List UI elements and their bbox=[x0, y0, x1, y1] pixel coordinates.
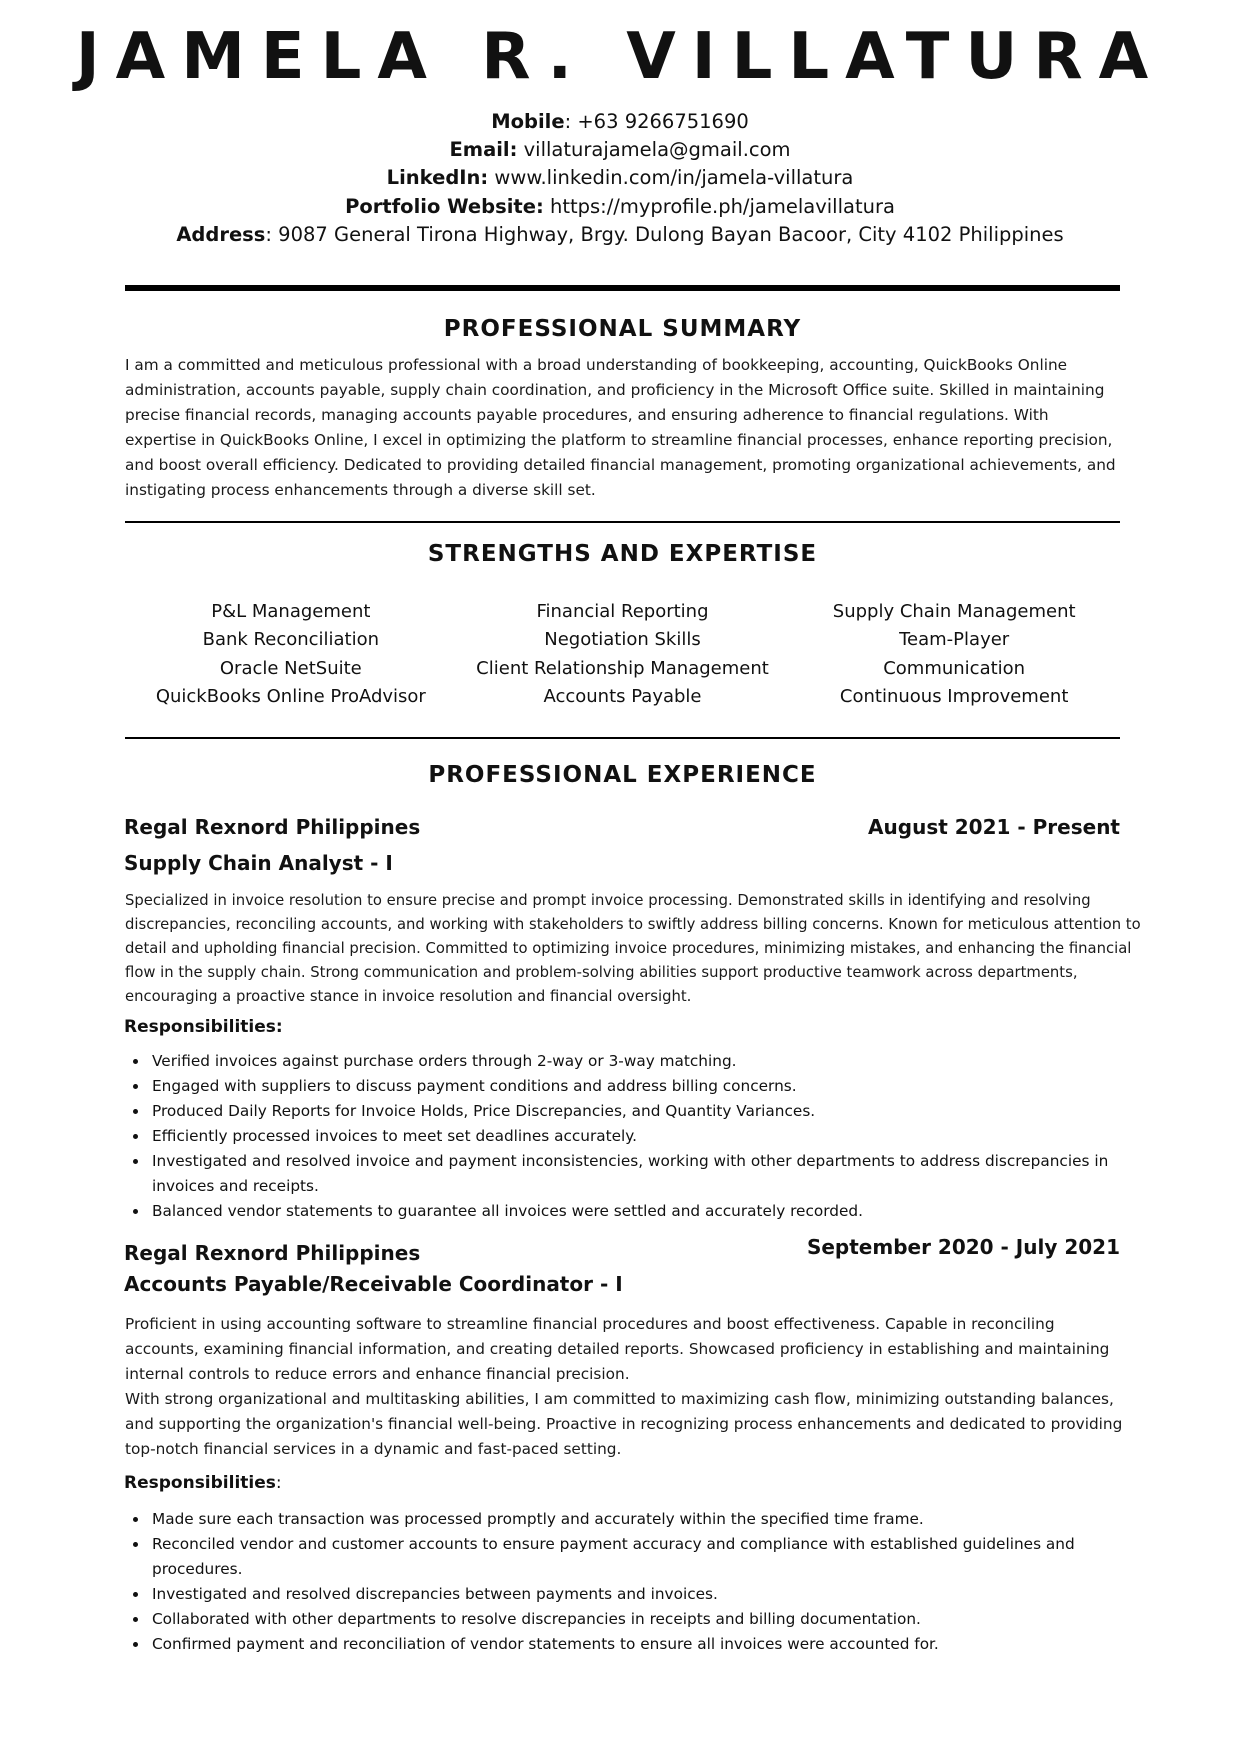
summary-text: I am a committed and meticulous professional with a broad understanding of bookkeeping, accounting, QuickBooks Online administration, accounts payable, supply chain coordination, and proficiency in the Microsoft Office suite. Skilled in maintaining precise financial records, managing accounts payable procedures, and ensuring adherence to financial regulations. With expertise in QuickBooks Online, I excel in optimizing the platform to streamline financial processes, enhance reporting precision, and boost overall efficiency. Dedicated to providing detailed financial management, promoting organizational achievements, and instigating process enhancements through a diverse skill set. bbox=[125, 356, 1116, 499]
skill-item: Oracle NetSuite bbox=[219, 657, 362, 679]
contact-label: Address bbox=[176, 222, 266, 246]
strengths-column bbox=[457, 598, 789, 712]
skill-item: Bank Reconciliation bbox=[202, 629, 380, 651]
job-title: Supply Chain Analyst - I bbox=[124, 851, 393, 875]
skill-item: Financial Reporting bbox=[536, 601, 709, 622]
contact-value: : +63 9266751690 bbox=[564, 110, 749, 133]
contact-label: LinkedIn: bbox=[386, 166, 489, 190]
responsibility-item: Investigated and resolved discrepancies between payments and invoices. bbox=[152, 1582, 1152, 1607]
job-company: Regal Rexnord Philippines bbox=[124, 1241, 421, 1265]
job-description: Proficient in using accounting software to streamline financial procedures and boost effectiveness. Capable in reconciling accounts, examining financial information, and creating detailed reports. Showcased proficiency in establishing and maintaining internal controls to reduce errors and enhance financial precision. bbox=[125, 1315, 1110, 1383]
strengths-grid bbox=[125, 598, 1120, 712]
strengths-column bbox=[125, 598, 457, 712]
contact-label: Mobile bbox=[491, 110, 565, 133]
contact-address bbox=[0, 221, 1240, 249]
summary-heading: PROFESSIONAL SUMMARY bbox=[443, 316, 802, 342]
responsibility-item: Verified invoices against purchase orders through 2-way or 3-way matching. bbox=[152, 1049, 1152, 1074]
responsibilities-label-text: Responsibilities: bbox=[124, 1017, 283, 1037]
contact-label: Email: bbox=[449, 138, 518, 162]
skill-item: Communication bbox=[883, 657, 1026, 679]
job-dates: August 2021 - Present bbox=[868, 815, 1120, 839]
skill-item: Team-Player bbox=[899, 629, 1010, 651]
responsibilities-colon: : bbox=[275, 1473, 282, 1493]
responsibilities-list bbox=[124, 1507, 1152, 1657]
job-title: Accounts Payable/Receivable Coordinator - I bbox=[124, 1272, 623, 1296]
contact-value: www.linkedin.com/in/jamela-villatura bbox=[488, 166, 854, 190]
job-description: Specialized in invoice resolution to ensure precise and prompt invoice processing. Demonstrated skills in identifying and resolving discrepancies, reconciling accounts, and working with stakeholders to swiftly address billing concerns. Known for meticulous attention to detail and upholding financial precision. Committed to optimizing invoice procedures, minimizing mistakes, and enhancing the financial flow in the supply chain. Strong communication and problem-solving abilities support productive teamwork across departments, encouraging a proactive stance in invoice resolution and financial oversight. bbox=[125, 892, 1141, 1005]
responsibility-item: Efficiently processed invoices to meet set deadlines accurately. bbox=[152, 1124, 1152, 1149]
responsibilities-label bbox=[124, 1017, 283, 1037]
contact-block bbox=[0, 108, 1240, 249]
responsibilities-label-text: Responsibilities bbox=[124, 1473, 276, 1493]
responsibility-item: Confirmed payment and reconciliation of vendor statements to ensure all invoices were accounted for. bbox=[152, 1632, 1152, 1657]
responsibility-item: Collaborated with other departments to resolve discrepancies in receipts and billing documentation. bbox=[152, 1607, 1152, 1632]
responsibility-item: Produced Daily Reports for Invoice Holds, Price Discrepancies, and Quantity Variances. bbox=[152, 1099, 1152, 1124]
header-divider bbox=[125, 285, 1120, 291]
responsibility-item: Made sure each transaction was processed promptly and accurately within the specified time frame. bbox=[152, 1507, 1152, 1532]
skill-item: Negotiation Skills bbox=[544, 629, 701, 651]
skill-item: P&L Management bbox=[211, 601, 371, 622]
strengths-heading: STRENGTHS AND EXPERTISE bbox=[427, 541, 818, 567]
contact-label: Portfolio Website: bbox=[345, 194, 544, 218]
experience-heading: PROFESSIONAL EXPERIENCE bbox=[428, 762, 817, 788]
skill-item: Client Relationship Management bbox=[476, 657, 769, 679]
candidate-name: JAMELA R. VILLATURA bbox=[75, 20, 1165, 94]
responsibility-item: Engaged with suppliers to discuss payment conditions and address billing concerns. bbox=[152, 1074, 1152, 1099]
responsibility-item: Balanced vendor statements to guarantee all invoices were settled and accurately recorded. bbox=[152, 1199, 1152, 1224]
job-dates: September 2020 - July 2021 bbox=[806, 1235, 1120, 1259]
contact-value: villaturajamela@gmail.com bbox=[517, 138, 791, 162]
skill-item: Continuous Improvement bbox=[839, 686, 1069, 708]
contact-email bbox=[0, 136, 1240, 164]
contact-value: : 9087 General Tirona Highway, Brgy. Dulong Bayan Bacoor, City 4102 Philippines bbox=[265, 222, 1064, 246]
strengths-column bbox=[788, 598, 1120, 712]
responsibility-item: Reconciled vendor and customer accounts to ensure payment accuracy and compliance with established guidelines and procedures. bbox=[152, 1532, 1152, 1582]
responsibilities-label bbox=[124, 1473, 282, 1493]
responsibilities-list bbox=[124, 1049, 1152, 1224]
skill-item: Supply Chain Management bbox=[832, 601, 1076, 622]
contact-value: https://myprofile.ph/jamelavillatura bbox=[543, 194, 895, 218]
job-company: Regal Rexnord Philippines bbox=[124, 815, 421, 839]
contact-portfolio bbox=[0, 193, 1240, 221]
contact-mobile bbox=[0, 108, 1240, 136]
contact-linkedin bbox=[0, 164, 1240, 192]
skill-item: QuickBooks Online ProAdvisor bbox=[155, 686, 426, 708]
job-description-continued: With strong organizational and multitasking abilities, I am committed to maximizing cash flow, minimizing outstanding balances, and supporting the organization's financial well-being. Proactive in recognizing process enhancements and dedicated to providing top-notch financial services in a dynamic and fast-paced setting. bbox=[125, 1390, 1123, 1458]
section-divider bbox=[125, 521, 1120, 523]
skill-item: Accounts Payable bbox=[543, 686, 702, 708]
responsibility-item: Investigated and resolved invoice and payment inconsistencies, working with other departments to address discrepancies in invoices and receipts. bbox=[152, 1149, 1152, 1199]
section-divider bbox=[125, 737, 1120, 739]
